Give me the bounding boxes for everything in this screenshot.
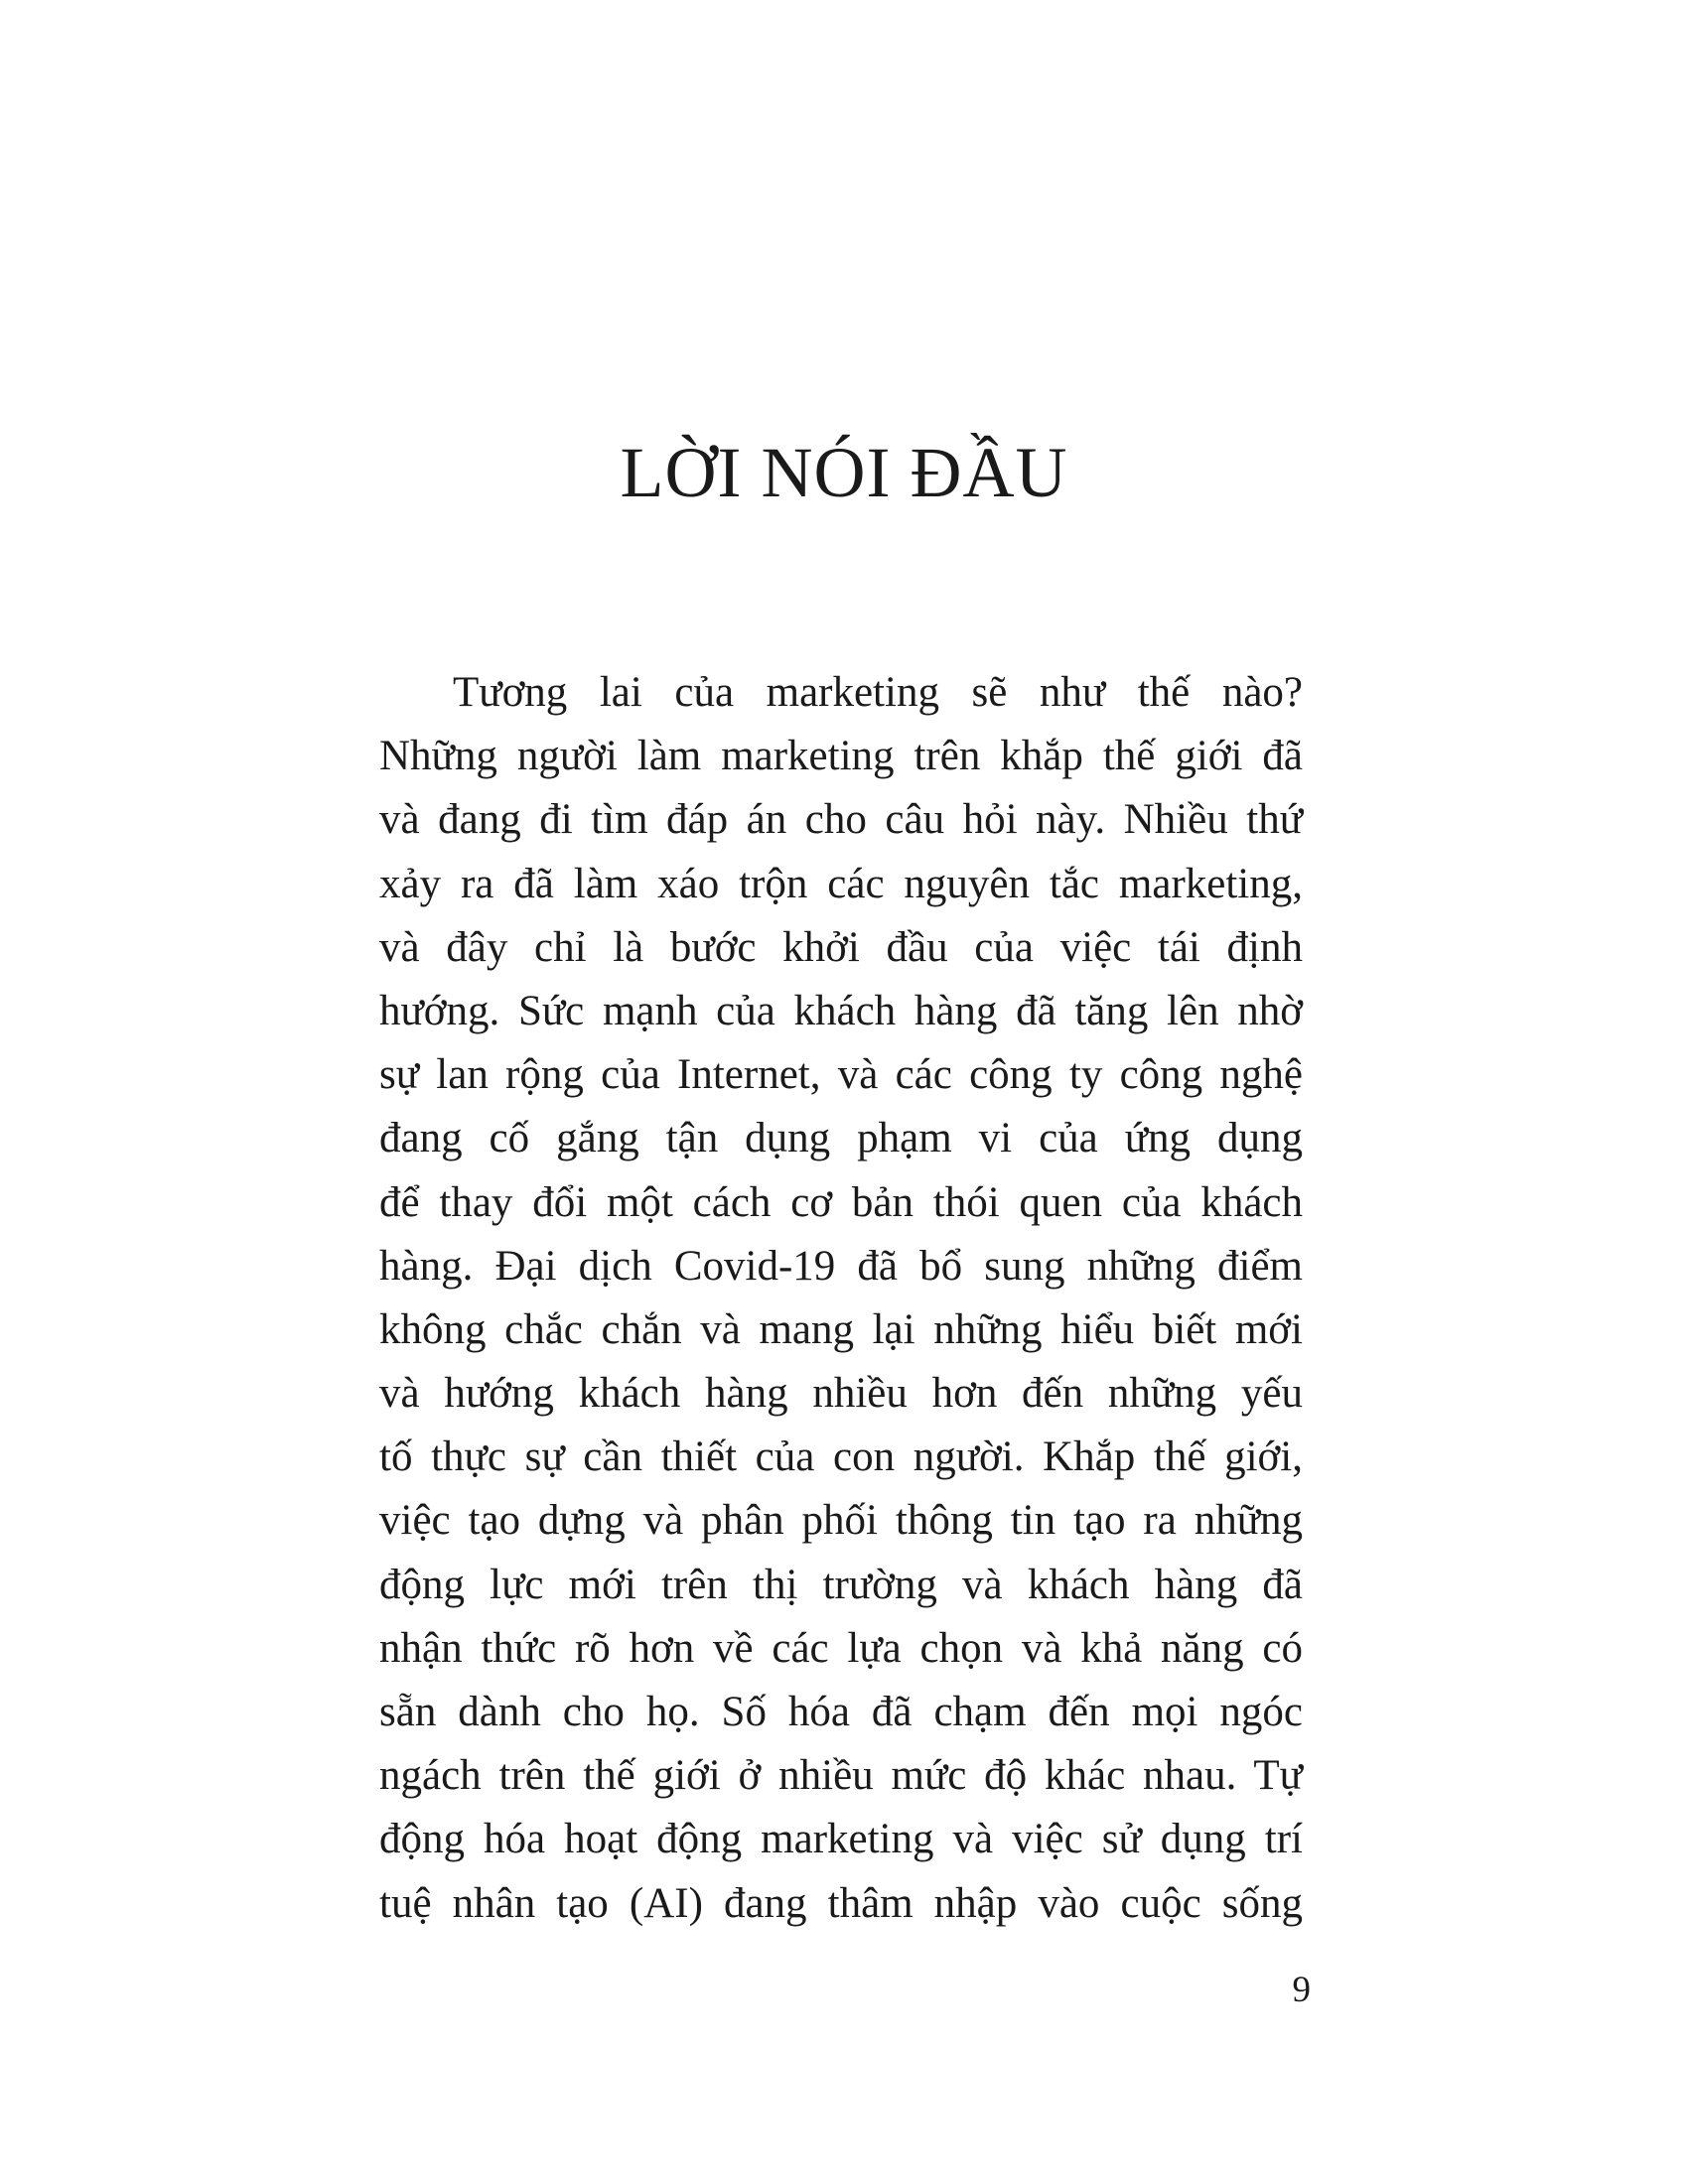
text-line: Những người làm marketing trên khắp thế giới đã [379,733,1303,780]
text-line: ngách trên thế giới ở nhiều mức độ khác nhau. Tự [379,1752,1303,1800]
page-number: 9 [1292,1970,1311,2010]
text-line: sự lan rộng của Internet, và các công ty công nghệ [379,1051,1303,1099]
text-line: để thay đổi một cách cơ bản thói quen của khách [379,1178,1303,1226]
text-line: không chắc chắn và mang lại những hiểu biết mới [379,1305,1303,1353]
text-line: tố thực sự cần thiết của con người. Khắp thế giới, [379,1433,1303,1481]
text-line: việc tạo dựng và phân phối thông tin tạo ra những [379,1497,1303,1545]
text-line: sẵn dành cho họ. Số hóa đã chạm đến mọi ngóc [379,1689,1303,1735]
text-line: và đây chỉ là bước khởi đầu của việc tái định [379,923,1303,971]
text-line: xảy ra đã làm xáo trộn các nguyên tắc marketing, [379,860,1303,907]
chapter-title: LỜI NÓI ĐẦU [620,433,1068,512]
text-line: hàng. Đại dịch Covid-19 đã bổ sung những điểm [379,1242,1303,1290]
text-line: và hướng khách hàng nhiều hơn đến những yếu [379,1370,1303,1418]
body-paragraph [379,661,1303,1936]
text-line: đang cố gắng tận dụng phạm vi của ứng dụng [379,1115,1303,1162]
text-line: và đang đi tìm đáp án cho câu hỏi này. Nhiều thứ [379,796,1303,844]
text-line: nhận thức rõ hơn về các lựa chọn và khả năng có [379,1624,1303,1672]
text-line: động lực mới trên thị trường và khách hàng đã [379,1561,1303,1608]
text-line: động hóa hoạt động marketing và việc sử dụng trí [379,1816,1303,1863]
text-line: Tương lai của marketing sẽ như thế nào? [453,669,1303,716]
text-line: tuệ nhân tạo (AI) đang thâm nhập vào cuộc sống [379,1879,1303,1927]
text-line: hướng. Sức mạnh của khách hàng đã tăng lên nhờ [379,987,1303,1034]
